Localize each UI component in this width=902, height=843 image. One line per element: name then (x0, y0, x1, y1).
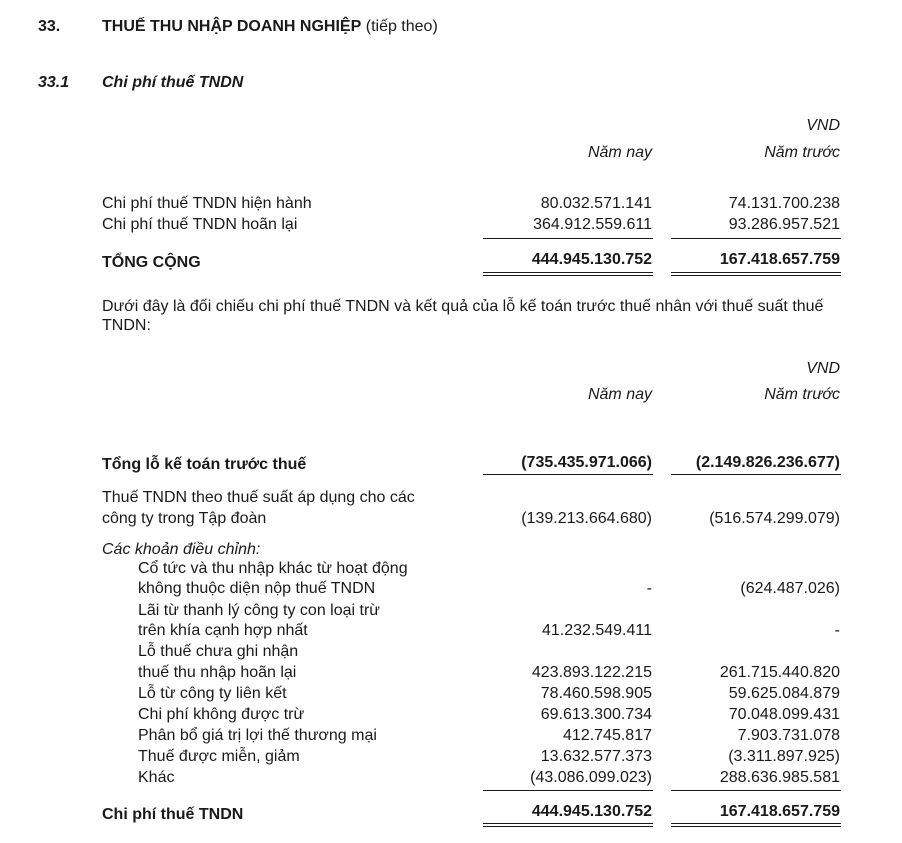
adjustment-label-line2: thuế thu nhập hoãn lại (138, 664, 297, 681)
section-number: 33. (38, 18, 61, 35)
section-title (102, 18, 438, 36)
table1-total-rule-current (483, 272, 653, 273)
adjustment-prior: (624.487.026) (740, 580, 840, 597)
adjustment-prior: 261.715.440.820 (719, 664, 840, 681)
adjustment-label-line1: Lỗ thuế chưa ghi nhận (138, 643, 299, 660)
table2-col-current: Năm nay (587, 386, 652, 403)
table2-total-label: Chi phí thuế TNDN (102, 806, 244, 823)
tax-at-rate-label-line1: Thuế TNDN theo thuế suất áp dụng cho các (102, 489, 415, 506)
table2-currency: VND (806, 360, 840, 377)
adjustment-label: Phân bổ giá trị lợi thế thương mại (138, 727, 377, 744)
table1-total-rule-prior (671, 272, 841, 273)
adjustment-label: Chi phí không được trừ (138, 706, 305, 723)
adjustment-label: Lỗ từ công ty liên kết (138, 685, 287, 702)
adjustment-label-line2: trên khía cạnh hợp nhất (138, 622, 308, 639)
adjustment-prior: 288.636.985.581 (719, 769, 840, 786)
adjustment-label-line2: không thuộc diện nộp thuế TNDN (138, 580, 376, 597)
pretax-loss-label: Tổng lỗ kế toán trước thuế (102, 456, 307, 473)
table1-total-rule-current-2 (483, 275, 653, 276)
adjustment-current: 69.613.300.734 (540, 706, 652, 723)
table2-total-rule-current (483, 823, 653, 824)
table2-col-prior: Năm trước (764, 386, 840, 403)
table1-row-prior: 74.131.700.238 (728, 195, 840, 212)
table1-total-prior: 167.418.657.759 (719, 251, 840, 268)
table1-row-current: 364.912.559.611 (533, 216, 652, 233)
adjustment-prior: - (834, 622, 840, 639)
adjustment-label: Khác (138, 769, 175, 786)
adjustment-current: 412.745.817 (563, 727, 652, 744)
table1-total-label: TỔNG CỘNG (102, 254, 201, 271)
table2-total-rule-prior (671, 823, 841, 824)
tax-at-rate-label-line2: công ty trong Tập đoàn (102, 510, 267, 527)
subsection-number: 33.1 (38, 74, 70, 91)
adjustment-prior: 59.625.084.879 (728, 685, 840, 702)
subsection-title: Chi phí thuế TNDN (102, 74, 244, 91)
adjustment-current: 423.893.122.215 (531, 664, 652, 681)
table1-total-current: 444.945.130.752 (531, 251, 652, 268)
table1-total-rule-prior-2 (671, 275, 841, 276)
table2-total-prior: 167.418.657.759 (719, 803, 840, 820)
adjustment-label: Thuế được miễn, giảm (138, 748, 300, 765)
adjustment-current: 13.632.577.373 (540, 748, 652, 765)
table2-total-rule-prior-2 (671, 826, 841, 827)
table2-subtotal-rule-current (483, 790, 653, 791)
pretax-rule-prior (671, 474, 841, 475)
adjustments-label: Các khoản điều chỉnh: (102, 541, 261, 558)
table1-row-label: Chi phí thuế TNDN hoãn lại (102, 216, 298, 233)
tax-at-rate-prior: (516.574.299.079) (709, 510, 840, 527)
adjustment-current: 41.232.549.411 (541, 622, 652, 639)
adjustment-label-line1: Lãi từ thanh lý công ty con loại trừ (138, 602, 380, 619)
section-title-main: THUẾ THU NHẬP DOANH NGHIỆP (102, 18, 362, 35)
table2-total-rule-current-2 (483, 826, 653, 827)
tax-at-rate-current: (139.213.664.680) (521, 510, 652, 527)
table1-currency: VND (806, 117, 840, 134)
pretax-rule-current (483, 474, 653, 475)
adjustment-label-line1: Cổ tức và thu nhập khác từ hoạt động (138, 560, 408, 577)
table1-subtotal-rule-prior (671, 238, 841, 239)
table1-col-current: Năm nay (587, 144, 652, 161)
table1-row-current: 80.032.571.141 (540, 195, 652, 212)
adjustment-prior: 7.903.731.078 (737, 727, 840, 744)
adjustment-current: (43.086.099.023) (530, 769, 652, 786)
adjustment-current: - (646, 580, 652, 597)
adjustment-prior: (3.311.897.925) (728, 748, 840, 765)
table1-subtotal-rule-current (483, 238, 653, 239)
table2-total-current: 444.945.130.752 (531, 803, 652, 820)
pretax-loss-prior: (2.149.826.236.677) (695, 454, 840, 471)
table1-row-label: Chi phí thuế TNDN hiện hành (102, 195, 312, 212)
adjustment-current: 78.460.598.905 (540, 685, 652, 702)
table1-row-prior: 93.286.957.521 (728, 216, 840, 233)
section-title-suffix: (tiếp theo) (365, 18, 438, 35)
adjustment-prior: 70.048.099.431 (728, 706, 840, 723)
table1-col-prior: Năm trước (764, 144, 840, 161)
table2-subtotal-rule-prior (671, 790, 841, 791)
reconciliation-paragraph: Dưới đây là đối chiếu chi phí thuế TNDN và kết quả của lỗ kế toán trước thuế nhân với thuế suất thuế TNDN: (102, 298, 824, 334)
pretax-loss-current: (735.435.971.066) (521, 454, 652, 471)
